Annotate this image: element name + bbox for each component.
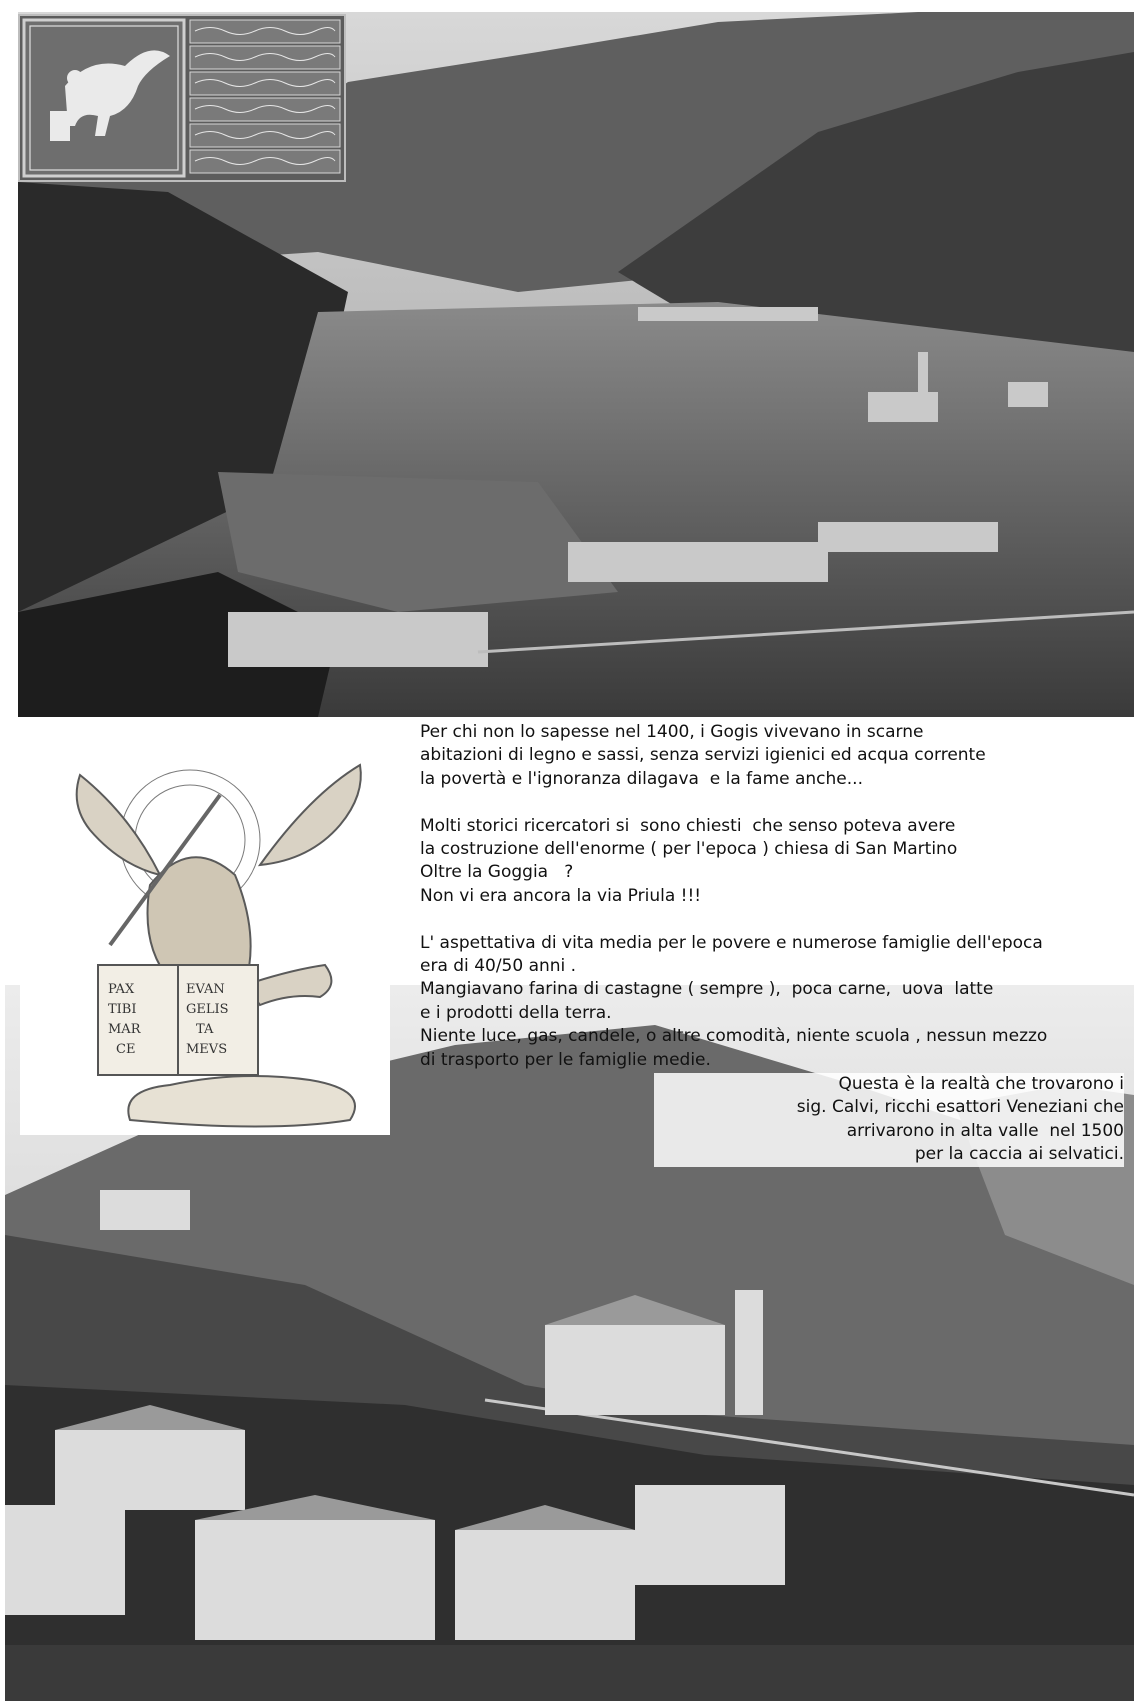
book-left-line-2: TIBI — [108, 1002, 137, 1017]
winged-lion-emblem — [20, 735, 390, 1135]
text-line: L' aspettativa di vita media per le povere e numerose famiglie dell'epoca — [420, 932, 1043, 953]
text-line: e i prodotti della terra. — [420, 1002, 612, 1023]
text-line: la costruzione dell'enorme ( per l'epoca ) chiesa di San Martino — [420, 839, 958, 860]
book-right-line-1: EVAN — [186, 982, 225, 997]
text-line: Niente luce, gas, candele, o altre comodità, niente scuola , nessun mezzo — [420, 1026, 1048, 1047]
book-right-line-2: GELIS — [186, 1002, 229, 1017]
text-line: arrivarono in alta valle nel 1500 — [846, 1120, 1124, 1141]
text-line: Oltre la Goggia ? — [420, 862, 574, 883]
text-line: per la caccia ai selvatici. — [914, 1144, 1124, 1165]
winged-lion-icon — [20, 735, 390, 1135]
text-line: di trasporto per le famiglie medie. — [420, 1049, 711, 1070]
text-line: Non vi era ancora la via Priula !!! — [420, 885, 702, 906]
book-right-line-3: TA — [196, 1022, 214, 1037]
text-line: sig. Calvi, ricchi esattori Veneziani che — [796, 1097, 1124, 1118]
text-line: Mangiavano farina di castagne ( sempre ), poca carne, uova latte — [420, 979, 994, 1000]
text-line: Per chi non lo sapesse nel 1400, i Gogis vivevano in scarne — [420, 722, 924, 742]
flag-icon — [20, 16, 344, 180]
book-left-line-4: CE — [116, 1042, 136, 1057]
history-text-closing — [654, 1073, 1124, 1167]
book-left-line-3: MAR — [108, 1022, 141, 1037]
book-left-line-1: PAX — [108, 982, 135, 997]
text-line: Molti storici ricercatori si sono chiesti che senso poteva avere — [420, 815, 956, 836]
lion-of-saint-mark-flag — [18, 14, 346, 182]
book-right-line-4: MEVS — [186, 1042, 228, 1057]
text-line: era di 40/50 anni . — [420, 956, 577, 977]
text-line: abitazioni di legno e sassi, senza servizi igienici ed acqua corrente — [420, 745, 986, 766]
text-line: la povertà e l'ignoranza dilagava e la fame anche... — [420, 768, 863, 789]
text-line: Questa è la realtà che trovarono i — [838, 1074, 1124, 1094]
